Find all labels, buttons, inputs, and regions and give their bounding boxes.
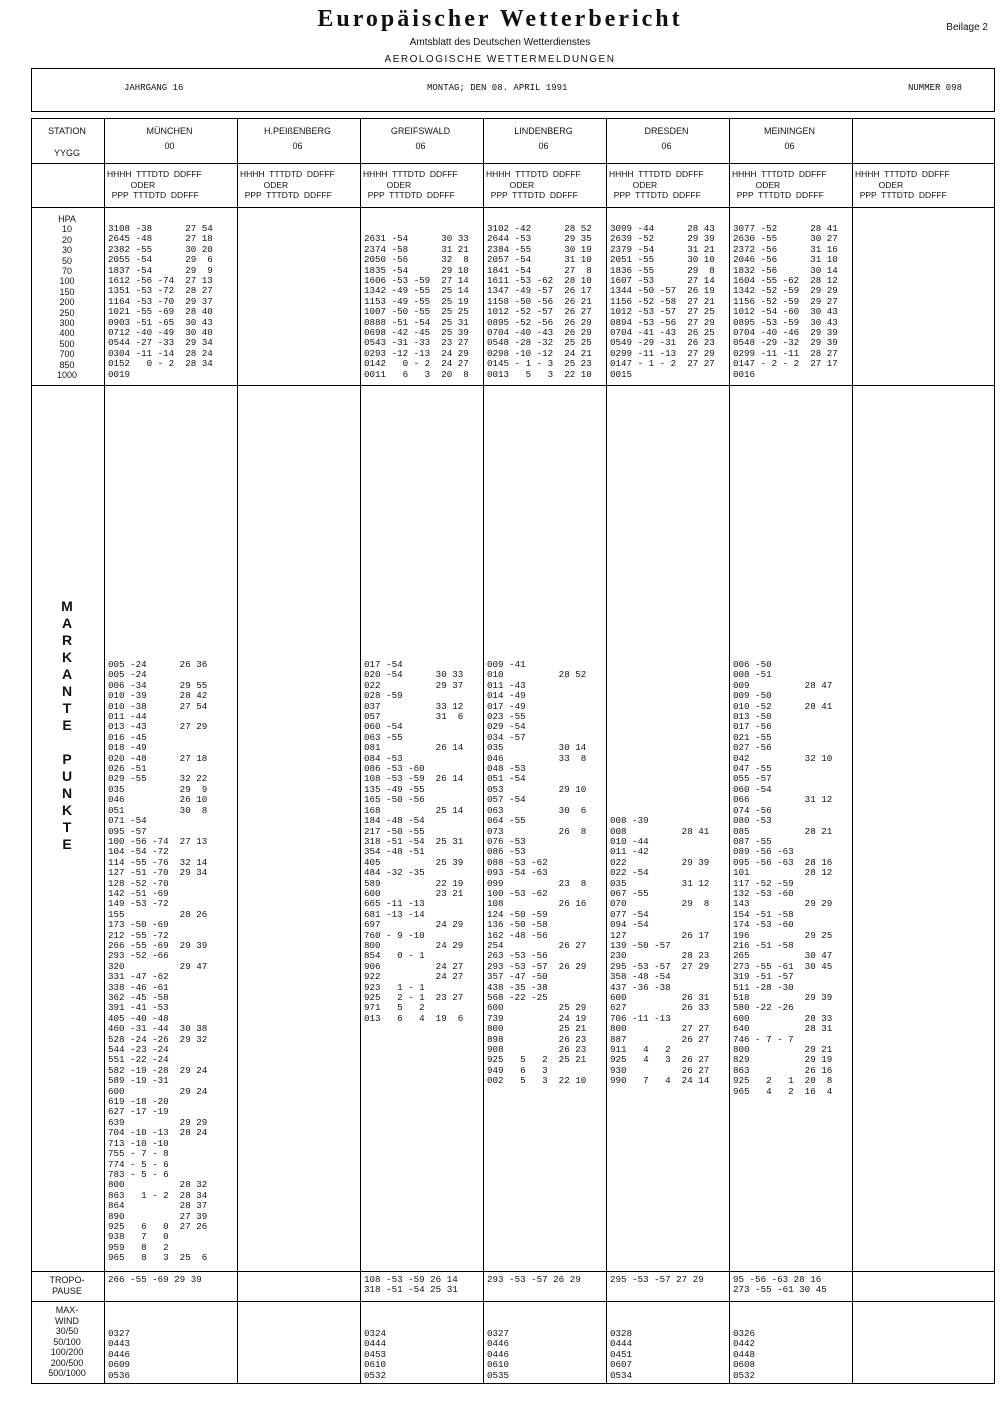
column-header: HHHH TTTDTD DDFFF ODER PPP TTTDTD DDFFF bbox=[732, 169, 827, 200]
row-divider bbox=[32, 1301, 994, 1302]
issue-number: NUMMER 098 bbox=[908, 83, 963, 93]
pressure-levels: HPA 10 20 30 50 70 100 150 200 250 300 400 500 700 850 1000 bbox=[56, 214, 78, 381]
max-wind-values: 0326 0442 0448 0608 0532 bbox=[733, 1328, 756, 1381]
tropopause-values: 295 -53 -57 27 29 bbox=[610, 1274, 704, 1285]
max-wind-values: 0327 0443 0446 0609 0536 bbox=[108, 1328, 131, 1381]
tropopause-values: 266 -55 -69 29 39 bbox=[108, 1274, 202, 1285]
station-yygg: 06 bbox=[661, 141, 672, 151]
station-name: MEININGEN bbox=[763, 126, 815, 136]
column-header: HHHH TTTDTD DDFFF ODER PPP TTTDTD DDFFF bbox=[486, 169, 581, 200]
column-divider bbox=[360, 119, 361, 1383]
volume-label: JAHRGANG 16 bbox=[124, 83, 184, 93]
column-divider bbox=[483, 119, 484, 1383]
tropopause-values: 293 -53 -57 26 29 bbox=[487, 1274, 581, 1285]
standard-levels: 3108 -38 27 54 2645 -48 27 18 2382 -55 30 20 2055 -54 29 6 1837 -54 29 9 1612 -56 -74 27 13 1351 -53 -72 28 27 1164 -53 -70 29 37 1021 -55 -69 28 40 0903 -51 -65 30 43 0712 -40 -49 30 40 0544 -27 -33 29 34 0304 -11 -14 28 24 0152 0 - 2 28 34 0019 bbox=[108, 223, 213, 380]
station-name: GREIFSWALD bbox=[390, 126, 451, 136]
significant-points: 006 -50 008 -51 009 28 47 009 -50 010 -52 28 41 013 -50 017 -56 021 -55 027 -56 042 32 10 047 -55 055 -57 060 -54 066 31 12 074 -56 080 -53 085 28 21 087 -55 089 -56 -63 095 -56 -63 28 16 101 28 12 117 -52 -59 132 -53 -60 143 29 29 154 -51 -58 174 -53 -60 196 29 25 216 -51 -58 265 30 47 273 -55 -61 30 45 319 -51 -57 511 -28 -30 518 29 39 580 -22 -26 600 28 33 640 28 31 746 - 7 - 7 800 29 21 829 29 19 863 26 16 925 2 1 20 8 965 4 2 16 4 bbox=[733, 659, 833, 1097]
column-divider bbox=[104, 119, 105, 1383]
standard-levels: 2631 -54 30 33 2374 -58 31 21 2050 -56 32 8 1835 -54 29 10 1606 -53 -59 27 14 1342 -49 -55 25 14 1153 -49 -55 25 19 1007 -50 -55 25 25 0888 -51 -54 25 31 0698 -42 -45 25 39 0543 -31 -33 23 27 0293 -12 -13 24 29 0142 0 - 2 24 27 0011 6 3 20 8 bbox=[364, 233, 469, 380]
column-divider bbox=[237, 119, 238, 1383]
significant-points: 017 -54 020 -54 30 33 022 29 37 028 -59 037 33 12 057 31 6 060 -54 063 -55 081 26 14 084 -53 086 -53 -60 108 -53 -59 26 14 135 -49 -55 165 -50 -56 168 25 14 184 -48 -54 217 -50 -55 318 -51 -54 25 31 354 -48 -51 405 25 39 484 -32 -35 589 22 19 600 23 21 665 -11 -13 681 -13 -14 697 24 29 760 - 9 -10 800 24 29 854 0 - 1 906 24 27 922 24 27 923 1 - 1 925 2 - 1 23 27 971 5 2 013 6 4 19 6 bbox=[364, 659, 464, 1024]
station-name: H.PEIßENBERG bbox=[263, 126, 331, 136]
row-divider bbox=[32, 207, 994, 208]
row-divider bbox=[32, 1271, 994, 1272]
supplement-label: Beilage 2 bbox=[946, 22, 988, 33]
yygg-label: YYGG bbox=[53, 148, 80, 158]
station-yygg: 00 bbox=[164, 141, 175, 151]
column-header: HHHH TTTDTD DDFFF ODER PPP TTTDTD DDFFF bbox=[240, 169, 335, 200]
max-wind-label: MAX- WIND 30/50 50/100 100/200 200/500 500/1000 bbox=[48, 1305, 86, 1378]
station-yygg: 06 bbox=[292, 141, 303, 151]
column-divider bbox=[852, 119, 853, 1383]
significant-points: 009 -41 010 28 52 011 -43 014 -49 017 -49 023 -55 029 -54 034 -57 035 30 14 046 33 8 048 -53 051 -54 053 29 10 057 -54 063 30 6 064 -55 073 26 8 076 -53 086 -53 088 -53 -62 093 -54 -63 099 23 8 100 -53 -62 108 26 16 124 -50 -59 136 -50 -58 162 -48 -56 254 26 27 263 -53 -56 293 -53 -57 26 29 357 -47 -50 438 -35 -38 568 -22 -25 600 25 29 739 24 19 800 25 21 898 26 23 908 26 23 925 5 2 25 21 949 6 3 002 5 3 22 10 bbox=[487, 659, 587, 1087]
publisher-subtitle: Amtsblatt des Deutschen Wetterdienstes bbox=[409, 37, 591, 48]
row-divider bbox=[32, 163, 994, 164]
max-wind-values: 0324 0444 0453 0610 0532 bbox=[364, 1328, 387, 1381]
column-header: HHHH TTTDTD DDFFF ODER PPP TTTDTD DDFFF bbox=[107, 169, 202, 200]
standard-levels: 3077 -52 28 41 2630 -55 30 27 2372 -56 31 16 2046 -56 31 10 1832 -56 30 14 1604 -55 -62 28 12 1342 -52 -59 29 29 1156 -52 -59 29 27 1012 -54 -60 30 43 0895 -53 -59 30 43 0704 -40 -46 29 39 0548 -29 -32 29 39 0299 -11 -11 28 27 0147 - 2 - 2 27 17 0016 bbox=[733, 223, 838, 380]
station-name: LINDENBERG bbox=[514, 126, 573, 136]
station-label: STATION bbox=[48, 126, 86, 136]
tropopause-values: 95 -56 -63 28 16 273 -55 -61 30 45 bbox=[733, 1274, 827, 1296]
station-yygg: 06 bbox=[784, 141, 795, 151]
column-divider bbox=[606, 119, 607, 1383]
max-wind-values: 0327 0446 0446 0610 0535 bbox=[487, 1328, 510, 1381]
station-yygg: 06 bbox=[538, 141, 549, 151]
tropopause-values: 108 -53 -59 26 14 318 -51 -54 25 31 bbox=[364, 1274, 458, 1296]
column-header: HHHH TTTDTD DDFFF ODER PPP TTTDTD DDFFF bbox=[363, 169, 458, 200]
section-title: AEROLOGISCHE WETTERMELDUNGEN bbox=[384, 54, 616, 65]
station-yygg: 06 bbox=[415, 141, 426, 151]
significant-points: 005 -24 26 36 005 -24 006 -34 29 55 010 -39 28 42 010 -38 27 54 011 -44 013 -43 27 29 016 -45 018 -49 020 -48 27 18 026 -51 029 -55 32 22 035 29 9 046 26 10 051 30 8 071 -54 095 -57 100 -56 -74 27 13 104 -54 -72 114 -55 -76 32 14 127 -51 -70 29 34 128 -52 -70 142 -51 -69 149 -53 -72 155 28 26 173 -50 -69 212 -55 -72 266 -55 -69 29 39 293 -52 -66 320 29 47 331 -47 -62 338 -46 -61 362 -45 -58 391 -41 -53 405 -40 -48 460 -31 -44 30 38 528 -24 -26 29 32 544 -23 -24 551 -22 -24 582 -19 -28 29 24 589 -19 -31 600 29 24 619 -18 -20 627 -17 -19 639 29 29 704 -10 -13 28 24 713 -10 -10 755 - 7 - 8 774 - 5 - 6 783 - 5 - 6 800 28 32 863 1 - 2 28 34 864 28 37 890 27 39 925 6 0 27 26 938 7 0 959 8 2 965 8 3 25 6 bbox=[108, 659, 208, 1264]
page-title: Europäischer Wetterbericht bbox=[317, 6, 683, 32]
column-divider bbox=[729, 119, 730, 1383]
max-wind-values: 0328 0444 0451 0607 0534 bbox=[610, 1328, 633, 1381]
column-header: HHHH TTTDTD DDFFF ODER PPP TTTDTD DDFFF bbox=[855, 169, 950, 200]
tropopause-label: TROPO- PAUSE bbox=[49, 1275, 85, 1296]
significant-points: 008 -39 008 28 41 010 -44 011 -42 022 29 39 022 -54 035 31 12 067 -55 070 29 8 077 -54 094 -54 127 26 17 139 -50 -57 230 28 23 295 -53 -57 27 29 358 -48 -54 437 -36 -38 600 26 31 627 26 33 706 -11 -13 800 27 27 887 26 27 911 4 2 925 4 3 26 27 930 26 27 990 7 4 24 14 bbox=[610, 815, 710, 1087]
column-header: HHHH TTTDTD DDFFF ODER PPP TTTDTD DDFFF bbox=[609, 169, 704, 200]
standard-levels: 3099 -44 28 43 2639 -52 29 39 2379 -54 31 21 2051 -55 30 10 1836 -55 29 8 1607 -53 27 14 1344 -50 -57 26 19 1156 -52 -58 27 21 1012 -53 -57 27 25 0894 -53 -56 27 29 0704 -41 -43 26 25 0549 -29 -31 26 23 0299 -11 -13 27 29 0147 - 1 - 2 27 27 0015 bbox=[610, 223, 715, 380]
issue-date: MONTAG; DEN 08. APRIL 1991 bbox=[427, 83, 568, 93]
station-name: DRESDEN bbox=[644, 126, 689, 136]
row-divider bbox=[32, 385, 994, 386]
significant-points-label: M A R K A N T E P U N K T E bbox=[61, 598, 73, 852]
station-name: MÜNCHEN bbox=[146, 126, 193, 136]
standard-levels: 3102 -42 28 52 2644 -53 29 35 2384 -55 30 19 2057 -54 31 10 1841 -54 27 8 1611 -53 -62 28 10 1347 -49 -57 26 17 1158 -50 -56 26 21 1012 -52 -57 26 27 0895 -52 -56 26 29 0704 -40 -43 26 29 0548 -28 -32 25 25 0298 -10 -12 24 21 0145 - 1 - 3 25 23 0013 5 3 22 10 bbox=[487, 223, 592, 380]
